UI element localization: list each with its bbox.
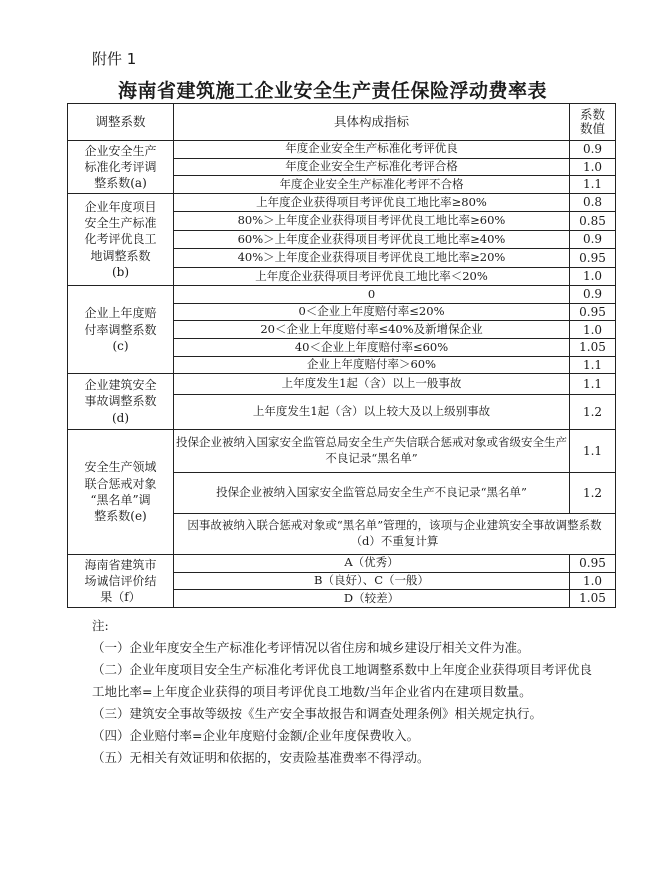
- value-cell: 0.95: [570, 303, 616, 321]
- note-item: （一）企业年度安全生产标准化考评情况以省住房和城乡建设厅相关文件为准。: [92, 640, 530, 655]
- table-row: [68, 374, 616, 395]
- table-row: [68, 193, 616, 211]
- indicator-cell: 20＜企业上年度赔付率≤40%及新增保企业: [174, 321, 570, 339]
- indicator-cell: 80%＞上年度企业获得项目考评优良工地比率≥60%: [174, 212, 570, 230]
- attachment-label: 附件 1: [92, 50, 137, 68]
- value-cell: 1.0: [570, 267, 616, 285]
- note-item: （二）企业年度项目安全生产标准化考评优良工地调整系数中上年度企业获得项目考评优良工地比率=上年度企业获得的项目考评优良工地数/当年企业省内在建项目数量。: [92, 662, 593, 699]
- indicator-cell: B（良好）、C（一般）: [174, 572, 570, 590]
- factor-cell: 企业年度项目 安全生产标准 化考评优良工 地调整系数 (b): [68, 193, 174, 285]
- notes-label: 注:: [92, 618, 109, 633]
- value-cell: 1.0: [570, 321, 616, 339]
- table-row: [68, 429, 616, 472]
- value-cell: 1.1: [570, 176, 616, 194]
- note-item: （四）企业赔付率=企业年度赔付金额/企业年度保费收入。: [92, 728, 420, 743]
- value-cell: 1.05: [570, 590, 616, 608]
- value-cell: 1.0: [570, 572, 616, 590]
- indicator-cell: A（优秀）: [174, 554, 570, 572]
- indicator-cell: 0: [174, 286, 570, 304]
- table-row: [68, 140, 616, 158]
- value-cell: 0.95: [570, 554, 616, 572]
- indicator-cell: 年度企业安全生产标准化考评不合格: [174, 176, 570, 194]
- indicator-cell: 60%＞上年度企业获得项目考评优良工地比率≥40%: [174, 230, 570, 248]
- factor-cell: 海南省建筑市 场诚信评价结 果（f）: [68, 554, 174, 607]
- value-cell: 0.85: [570, 212, 616, 230]
- note-item: （三）建筑安全事故等级按《生产安全事故报告和调查处理条例》相关规定执行。: [92, 706, 543, 721]
- value-cell: 1.2: [570, 472, 616, 513]
- indicator-cell: 上年度发生1起（含）以上一般事故: [174, 374, 570, 395]
- indicator-cell: 年度企业安全生产标准化考评合格: [174, 158, 570, 176]
- factor-cell: 企业上年度赔 付率调整系数 (c): [68, 286, 174, 374]
- header-value: 系数 数值: [570, 104, 616, 141]
- value-cell: 0.9: [570, 286, 616, 304]
- value-cell: 0.9: [570, 140, 616, 158]
- value-cell: 1.05: [570, 339, 616, 357]
- table-header-row: [68, 104, 616, 141]
- value-cell: 0.8: [570, 193, 616, 211]
- factor-cell: 企业安全生产 标准化考评调 整系数(a): [68, 140, 174, 193]
- indicator-cell: 上年度企业获得项目考评优良工地比率＜20%: [174, 267, 570, 285]
- notes-section: [92, 615, 602, 769]
- indicator-cell: 0＜企业上年度赔付率≤20%: [174, 303, 570, 321]
- document-title: 海南省建筑施工企业安全生产责任保险浮动费率表: [117, 80, 547, 102]
- value-cell: 1.1: [570, 374, 616, 395]
- value-cell: 0.9: [570, 230, 616, 248]
- indicator-cell: 40%＞上年度企业获得项目考评优良工地比率≥20%: [174, 249, 570, 267]
- notes-list: [92, 637, 602, 769]
- note-item: （五）无相关有效证明和依据的，安责险基准费率不得浮动。: [92, 750, 430, 765]
- indicator-cell: 上年度发生1起（含）以上较大及以上级别事故: [174, 394, 570, 429]
- indicator-cell: 投保企业被纳入国家安全监管总局安全生产失信联合惩戒对象或省级安全生产不良记录“黑名单”: [174, 429, 570, 472]
- rate-table: [67, 103, 616, 608]
- value-cell: 1.2: [570, 394, 616, 429]
- value-cell: 0.95: [570, 249, 616, 267]
- indicator-cell: 40＜企业上年度赔付率≤60%: [174, 339, 570, 357]
- table-row: [68, 286, 616, 304]
- indicator-cell: 年度企业安全生产标准化考评优良: [174, 140, 570, 158]
- factor-cell: 安全生产领域 联合惩戒对象 “黑名单”调 整系数(e): [68, 429, 174, 554]
- header-factor: 调整系数: [68, 104, 174, 141]
- table-row: [68, 554, 616, 572]
- value-cell: 1.1: [570, 356, 616, 374]
- factor-cell: 企业建筑安全 事故调整系数 (d): [68, 374, 174, 429]
- header-indicator: 具体构成指标: [174, 104, 570, 141]
- group-note-cell: 因事故被纳入联合惩戒对象或“黑名单”管理的，该项与企业建筑安全事故调整系数（d）不重复计算: [174, 513, 616, 554]
- indicator-cell: 企业上年度赔付率＞60%: [174, 356, 570, 374]
- value-cell: 1.0: [570, 158, 616, 176]
- indicator-cell: 投保企业被纳入国家安全监管总局安全生产不良记录“黑名单”: [174, 472, 570, 513]
- indicator-cell: 上年度企业获得项目考评优良工地比率≥80%: [174, 193, 570, 211]
- indicator-cell: D（较差）: [174, 590, 570, 608]
- value-cell: 1.1: [570, 429, 616, 472]
